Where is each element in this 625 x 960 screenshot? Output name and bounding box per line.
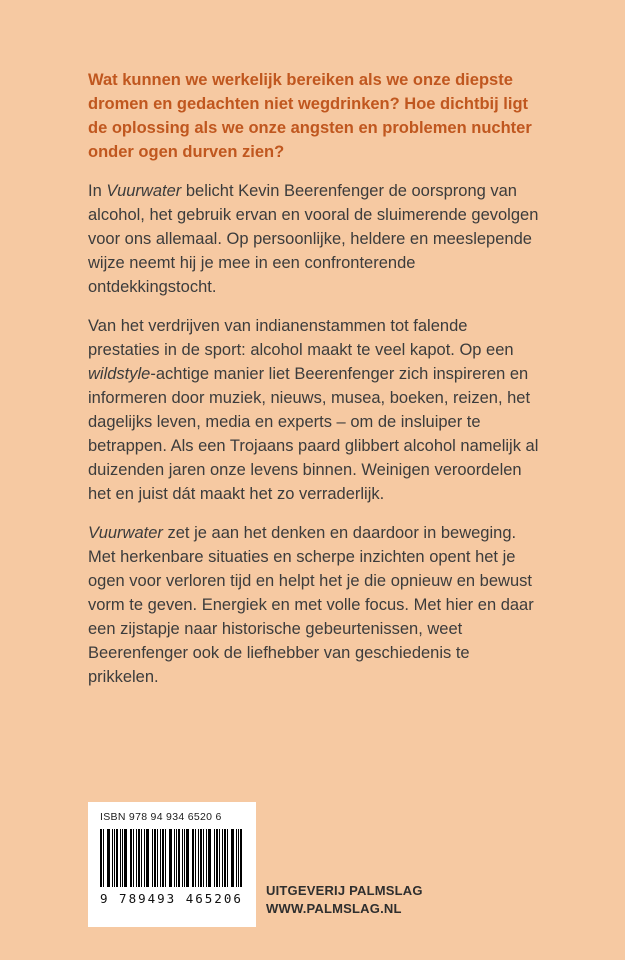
isbn-label: ISBN 978 94 934 6520 6 — [100, 811, 222, 823]
barcode-digits: 9 789493 465206 — [100, 891, 243, 906]
bottom-row — [88, 802, 423, 927]
paragraph: Van het verdrijven van indianenstammen tot falende prestaties in de sport: alcohol maakt te veel kapot. Op een wildstyle-achtige manier liet Beerenfenger zich inspireren en informeren door muziek, nieuws, musea, boeken, reizen, het dagelijks leven, media en experts – om de insluiper te betrappen. Als een Trojaans paard glibbert alcohol namelijk al duizenden jaren onze levens binnen. Weinigen veroordelen het en juist dát maakt het zo verraderlijk. — [88, 317, 539, 503]
publisher-block — [266, 882, 423, 927]
paragraph: Vuurwater zet je aan het denken en daardoor in beweging. Met herkenbare situaties en scherpe inzichten opent het je ogen voor verloren tijd en helpt het je die opnieuw en bewust vorm te geven. Energiek en met volle focus. Met hier en daar een zijstapje naar historische gebeurtenissen, weet Beerenfenger ook de liefhebber van geschiedenis te prikkelen. — [88, 524, 534, 686]
intro-paragraph: Wat kunnen we werkelijk bereiken als we onze diepste dromen en gedachten niet wegdrinken? Hoe dichtbij ligt de oplossing als we onze angsten en problemen nuchter onder ogen durven zien? — [88, 71, 532, 161]
barcode-bars-icon — [100, 829, 246, 887]
publisher-name: UITGEVERIJ PALMSLAG — [266, 883, 423, 898]
paragraph: In Vuurwater belicht Kevin Beerenfenger de oorsprong van alcohol, het gebruik ervan en vooral de sluimerende gevolgen voor ons allemaal. Op persoonlijke, heldere en meeslepende wijze neemt hij je mee in een confronterende ontdekkingstocht. — [88, 182, 539, 296]
publisher-website: WWW.PALMSLAG.NL — [266, 901, 402, 916]
body-paragraphs — [88, 179, 541, 689]
barcode — [88, 802, 256, 927]
